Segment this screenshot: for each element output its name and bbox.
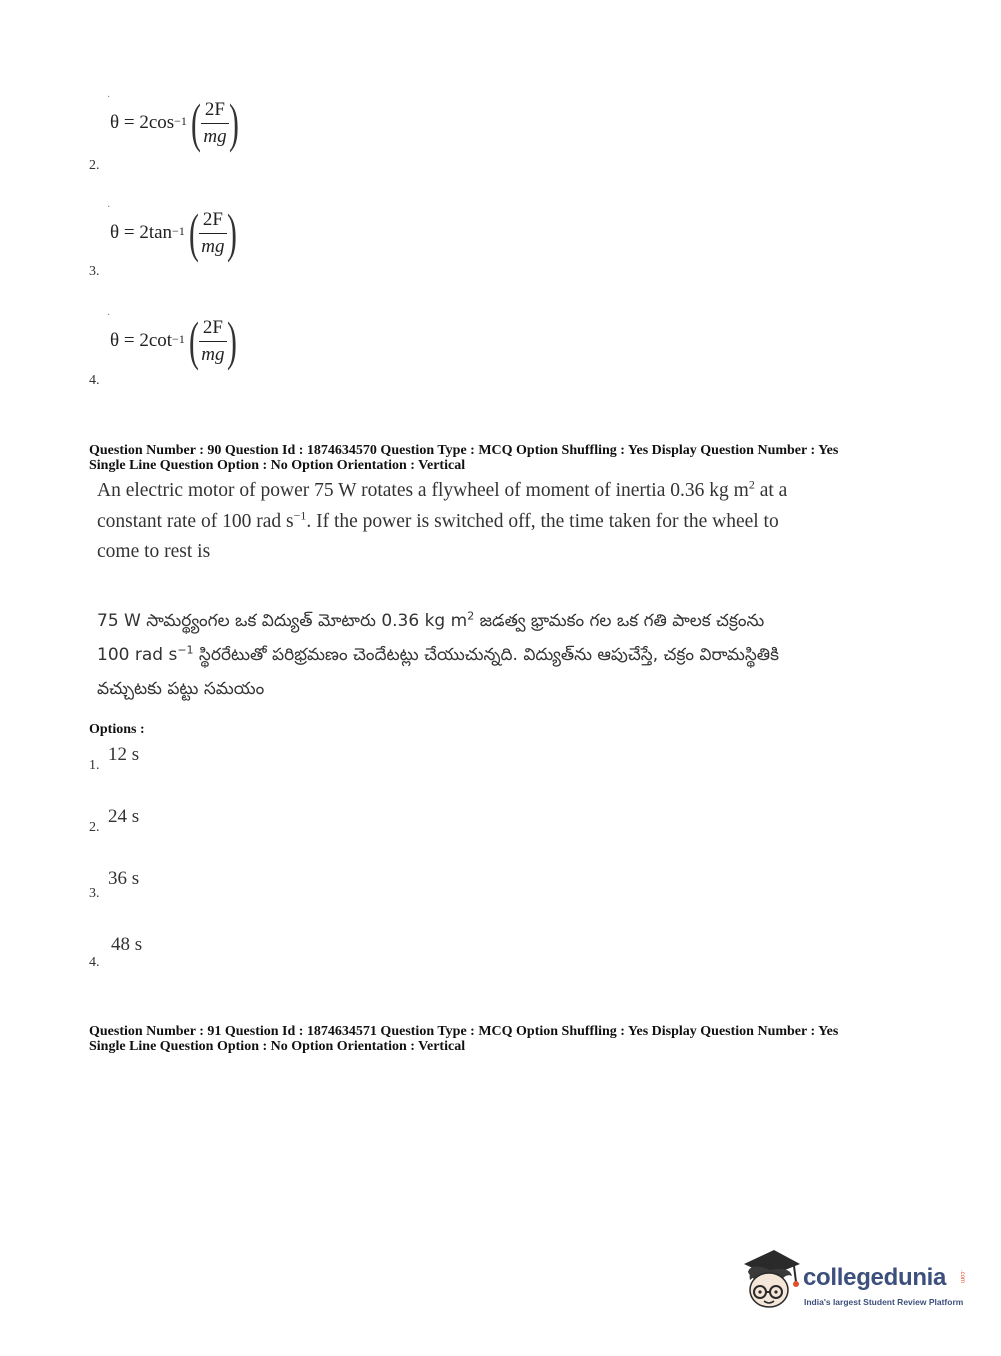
formula-lhs: θ = 2 (110, 112, 149, 133)
formula-sup: −1 (172, 331, 185, 346)
logo-com: .com (959, 1270, 965, 1284)
option-number: 3. (89, 886, 100, 901)
formula-numerator: 2F (199, 317, 227, 342)
formula-option-4: θ = 2 cot $^{-1}$ ( $\frac{2F}{mg}$ ) (110, 311, 237, 371)
question-meta-90 (89, 443, 838, 473)
question-text-english: An electric motor of power 75 W rotates a flywheel of moment of inertia 0.36 kg $m^2$ at a constant rate of 100 rad $s^{-1}$. If the power is switched off, the time taken for the wheel to come to rest is (97, 477, 788, 562)
formula-lhs: θ = 2 (110, 330, 149, 351)
logo-tagline: India's largest Student Review Platform (804, 1297, 964, 1307)
formula-numerator: 2F (199, 209, 227, 234)
formula-denominator: mg (201, 235, 225, 257)
formula-marker: · (107, 202, 111, 213)
formula-numerator: 2F (201, 99, 229, 124)
question-meta-91 (89, 1024, 838, 1054)
formula-func: cos (148, 112, 175, 133)
formula-denominator: mg (203, 125, 227, 147)
option-number: 2. (89, 820, 100, 835)
option-number: 2. (89, 158, 100, 173)
option-value: 36 s (108, 868, 140, 889)
formula-option-3: θ = 2 tan $^{-1}$ ( $\frac{2F}{mg}$ ) (110, 203, 237, 263)
formula-option-2: θ = 2 cos $^{-1}$ ( $\frac{2F}{mg}$ ) (110, 93, 239, 153)
option-number: 4. (89, 955, 100, 970)
option-value: 12 s (108, 744, 140, 765)
formula-sup: −1 (172, 223, 185, 238)
formula-lhs: θ = 2 (110, 222, 149, 243)
option-number: 4. (89, 373, 100, 388)
question-text-telugu: 75 W సామర్థ్యంగల ఒక విద్యుత్ మోటారు 0.36 kg $m^2$ జడత్వ భ్రామకం గల ఒక గతి పాలక చక్రంను 100 rad $s^{-1}$ స్థిరరేటుతో పరిభ్రమణం చెందేటట్లు చేయుచున్నది. విద్యుత్‌ను ఆపుచేస్తే, చక్రం విరామస్థితికి వచ్చుటకు పట్టు సమయం (97, 609, 779, 699)
logo-name: collegedunia (803, 1264, 947, 1291)
option-number: 3. (89, 264, 100, 279)
mascot-icon (740, 1246, 802, 1316)
option-number: 1. (89, 758, 100, 773)
formula-sup: −1 (174, 113, 187, 128)
formula-func: cot (148, 330, 173, 351)
formula-func: tan (148, 222, 173, 243)
option-value: 48 s (111, 934, 143, 955)
option-value: 24 s (108, 806, 140, 827)
options-label: Options : (89, 722, 145, 737)
question-meta-line1: Question Number : 90 Question Id : 1874634570 Question Type : MCQ Option Shuffling : Yes Display Question Number : Yes (89, 443, 839, 458)
collegedunia-logo (740, 1246, 970, 1318)
question-meta-line2: Single Line Question Option : No Option Orientation : Vertical (89, 1039, 466, 1054)
question-meta-line2: Single Line Question Option : No Option Orientation : Vertical (89, 458, 466, 473)
formula-marker: · (107, 92, 111, 103)
formula-denominator: mg (201, 343, 225, 365)
formula-marker: · (107, 310, 111, 321)
question-meta-line1: Question Number : 91 Question Id : 1874634571 Question Type : MCQ Option Shuffling : Yes Display Question Number : Yes (89, 1024, 839, 1039)
